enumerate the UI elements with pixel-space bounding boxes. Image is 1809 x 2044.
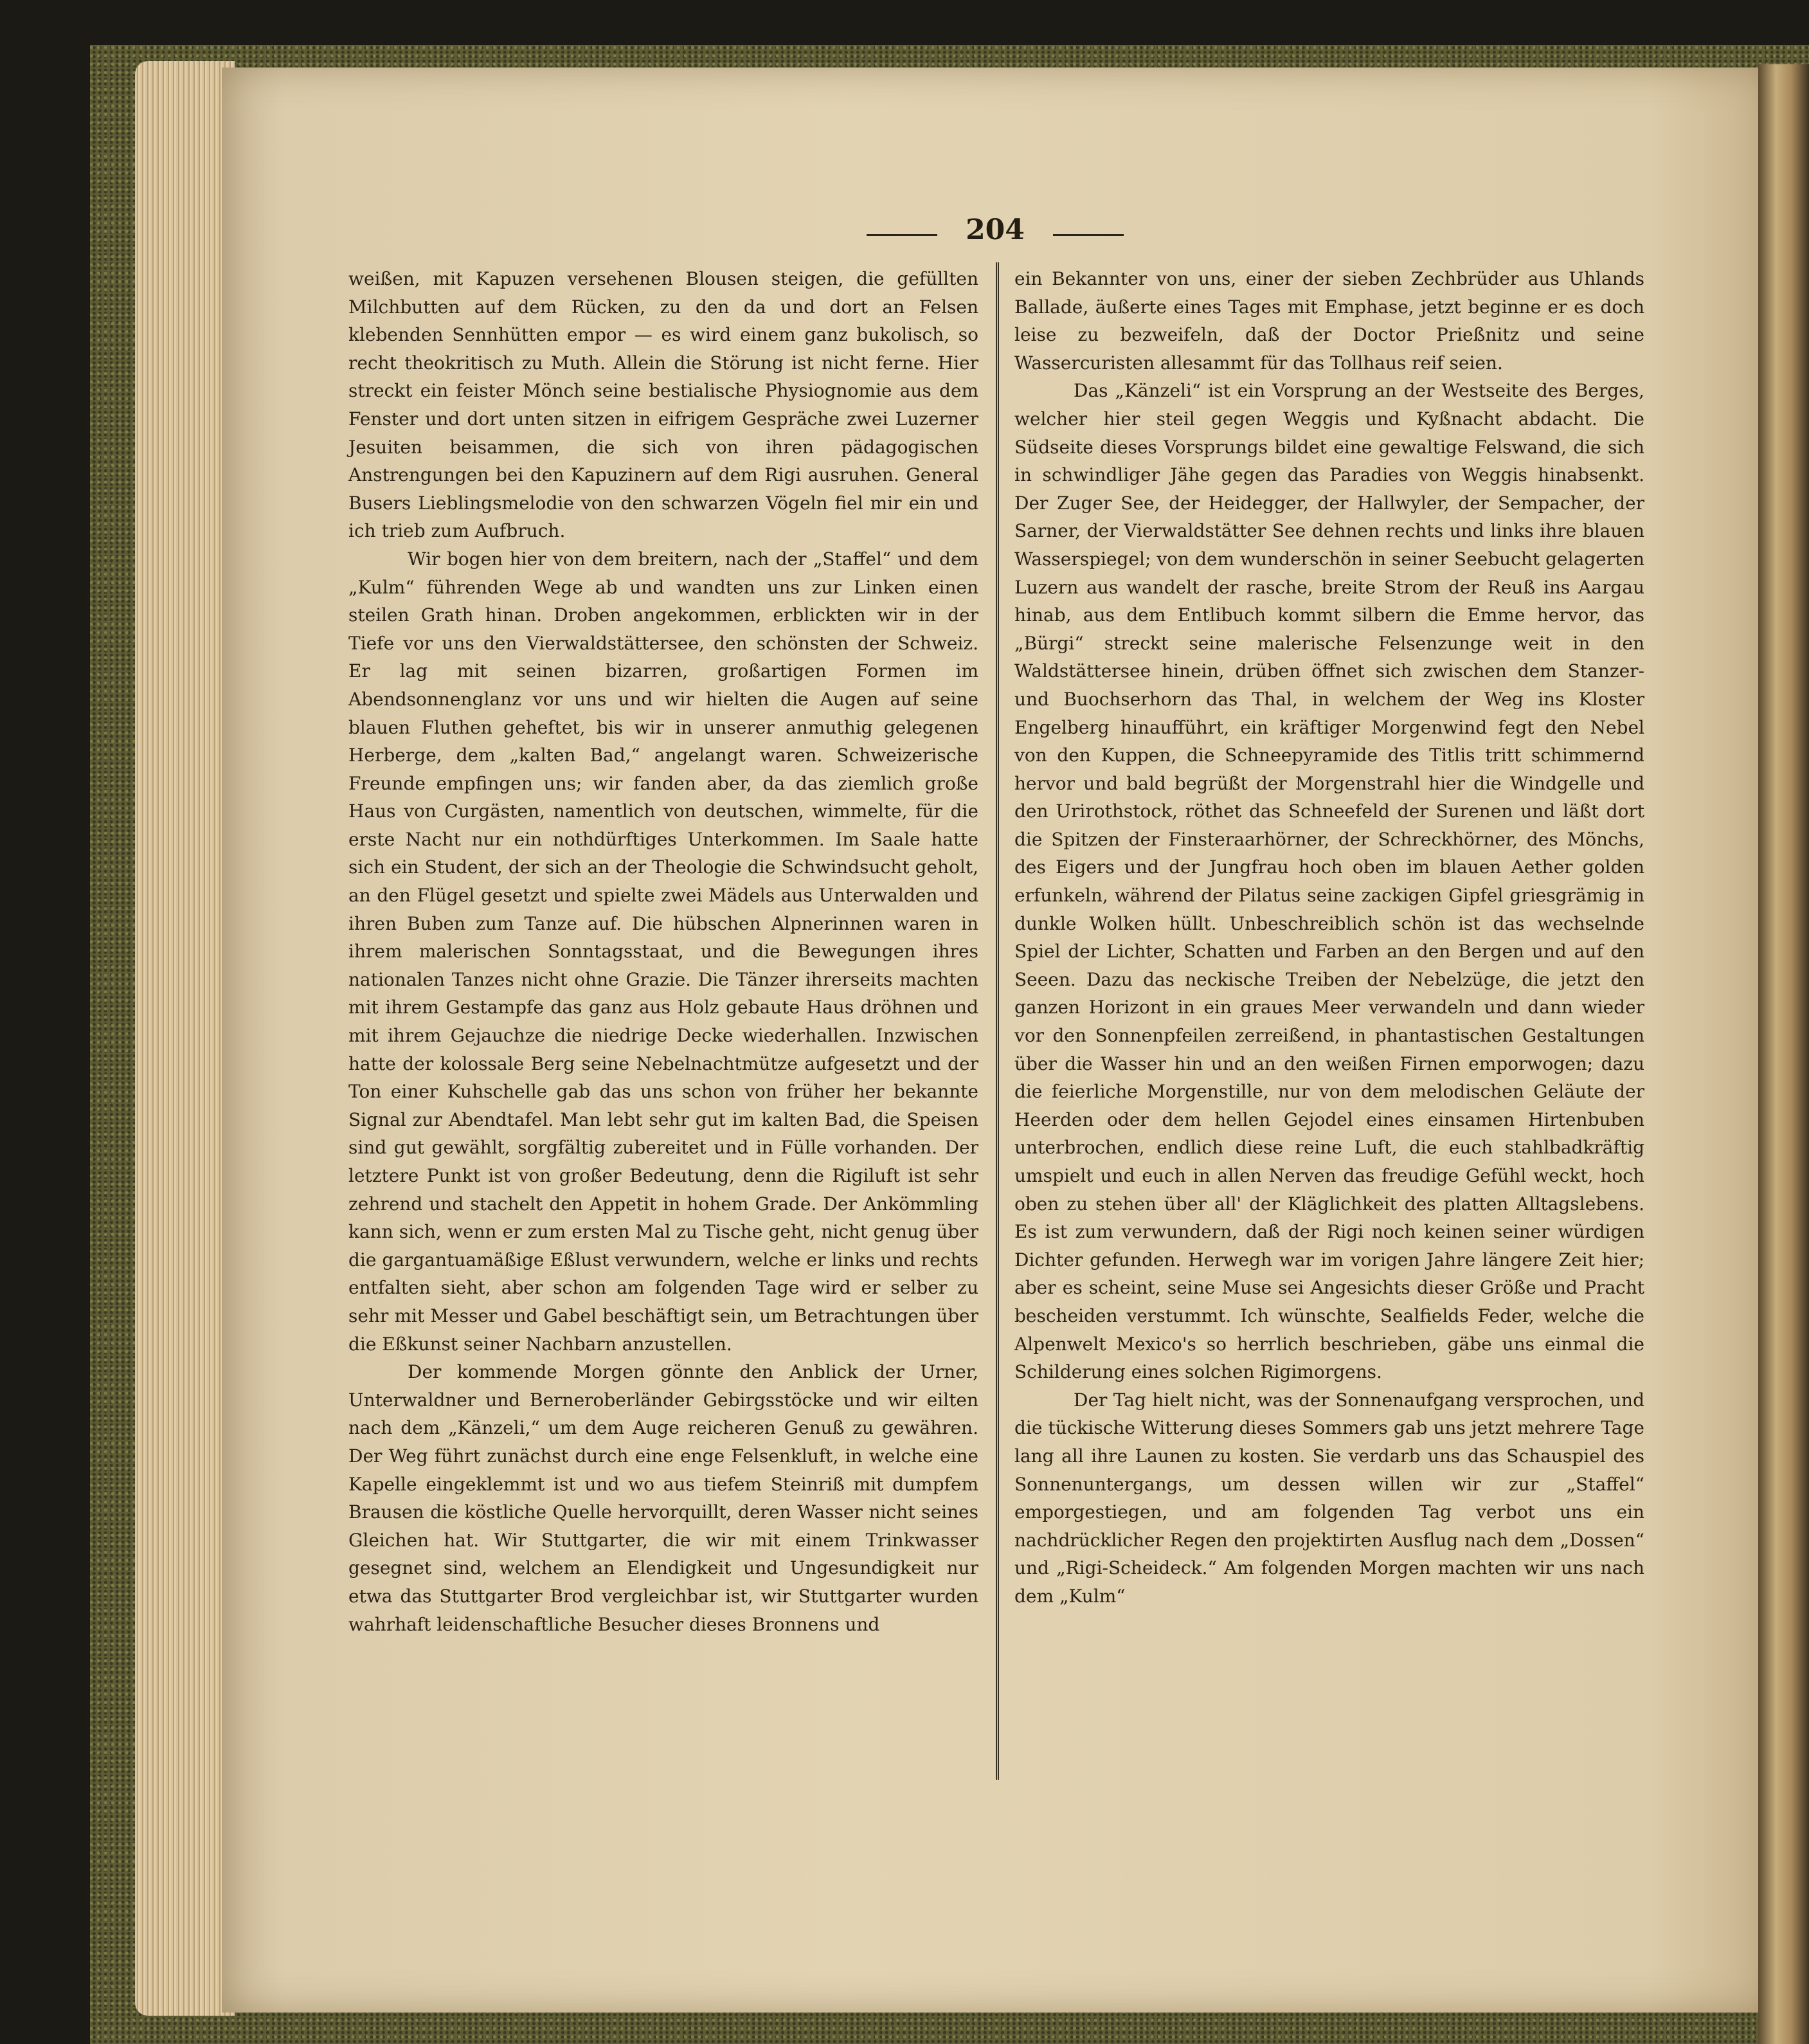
- paragraph: weißen, mit Kapuzen versehenen Blousen steigen, die gefüllten Milchbutten auf dem Rücken, zu den da und dort an Felsen klebenden Sennhütten empor — es wird einem ganz bukolisch, so recht theokritisch zu Muth. Allein die Störung ist nicht ferne. Hier streckt ein feister Mönch seine bestialische Physiognomie aus dem Fenster und dort unten sitzen in eifrigem Gespräche zwei Luzerner Jesuiten beisammen, die sich von ihren pädagogischen Anstrengungen bei den Kapuzinern auf dem Rigi ausruhen. General Busers Lieblingsmelodie von den schwarzen Vögeln fiel mir ein und ich trieb zum Aufbruch.: [348, 268, 978, 542]
- paragraph: ein Bekannter von uns, einer der sieben Zechbrüder aus Uhlands Ballade, äußerte eines Tages mit Emphase, jetzt beginne er es doch leise zu bezweifeln, daß der Doctor Prießnitz und seine Wassercuristen allesammt für das Tollhaus reif seien.: [1014, 268, 1644, 374]
- paragraph: Wir bogen hier von dem breitern, nach der „Staffel“ und dem „Kulm“ führenden Wege ab und wandten uns zur Linken einen steilen Grath hinan. Droben angekommen, erblickten wir in der Tiefe vor uns den Vierwaldstättersee, den schönsten der Schweiz. Er lag mit seinen bizarren, großartigen Formen im Abendsonnenglanz vor uns und wir hielten die Augen auf seine blauen Fluthen geheftet, bis wir in unserer anmuthig gelegenen Herberge, dem „kalten Bad,“ angelangt waren. Schweizerische Freunde empfingen uns; wir fanden aber, da das ziemlich große Haus von Curgästen, namentlich von deutschen, wimmelte, für die erste Nacht nur ein nothdürftiges Unterkommen. Im Saale hatte sich ein Student, der sich an der Theologie die Schwindsucht geholt, an den Flügel gesetzt und spielte zwei Mädels aus Unterwalden und ihren Buben zum Tanze auf. Die hübschen Alpnerinnen waren in ihrem malerischen Sonntagsstaat, und die Bewegungen ihres nationalen Tanzes nicht ohne Grazie. Die Tänzer ihrerseits machten mit ihrem Gestampfe das ganz aus Holz gebaute Haus dröhnen und mit ihrem Gejauchze die niedrige Decke wiederhallen. Inzwischen hatte der kolossale Berg seine Nebelnachtmütze aufgesetzt und der Ton einer Kuhschelle gab das uns schon von früher her bekannte Signal zur Abendtafel. Man lebt sehr gut im kalten Bad, die Speisen sind gut gewählt, sorgfältig zubereitet und in Fülle vorhanden. Der letztere Punkt ist von großer Bedeutung, denn die Rigiluft ist sehr zehrend und stachelt den Appetit in hohem Grade. Der Ankömmling kann sich, wenn er zum ersten Mal zu Tische geht, nicht genug über die gargantuamäßige Eßlust verwundern, welche er links und rechts entfalten sieht, aber schon am folgenden Tage wird er selber zu sehr mit Messer und Gabel beschäftigt sein, um Betrachtungen über die Eßkunst seiner Nachbarn anzustellen.: [348, 548, 978, 1355]
- paragraph: Der kommende Morgen gönnte den Anblick der Urner, Unterwaldner und Berneroberländer Gebirgsstöcke und wir eilten nach dem „Känzeli,“ um dem Auge reicheren Genuß zu gewähren. Der Weg führt zunächst durch eine enge Felsenkluft, in welche eine Kapelle eingeklemmt ist und wo aus tiefem Steinriß mit dumpfem Brausen die köstliche Quelle hervorquillt, deren Wasser nicht seines Gleichen hat. Wir Stuttgarter, die wir mit einem Trinkwasser gesegnet sind, welchem an Elendigkeit und Ungesundigkeit nur etwa das Stuttgarter Brod vergleichbar ist, wir Stuttgarter wurden wahrhaft leidenschaftliche Besucher dieses Bronnens und: [348, 1361, 978, 1635]
- page-number: 204: [966, 213, 1025, 246]
- page-header: [0, 213, 1809, 252]
- page-edges: [135, 61, 235, 2016]
- paragraph: Das „Känzeli“ ist ein Vorsprung an der Westseite des Berges, welcher hier steil gegen Weggis und Kyßnacht abdacht. Die Südseite dieses Vorsprungs bildet eine gewaltige Felswand, die sich in schwindliger Jähe gegen das Paradies von Weggis hinabsenkt. Der Zuger See, der Heidegger, der Hallwyler, der Sempacher, der Sarner, der Vierwaldstätter See dehnen rechts und links ihre blauen Wasserspiegel; von dem wunderschön in seiner Seebucht gelagerten Luzern aus wandelt der rasche, breite Strom der Reuß ins Aargau hinab, aus dem Entlibuch kommt silbern die Emme hervor, das „Bürgi“ streckt seine malerische Felsenzunge weit in den Waldstättersee hinein, drüben öffnet sich zwischen dem Stanzer- und Buochserhorn das Thal, in welchem der Weg ins Kloster Engelberg hinaufführt, ein kräftiger Morgenwind fegt den Nebel von den Kuppen, die Schneepyramide des Titlis tritt schimmernd hervor und bald begrüßt der Morgenstrahl hier die Windgelle und den Urirothstock, röthet das Schneefeld der Surenen und läßt dort die Spitzen der Finsteraarhörner, der Schreckhörner, des Mönchs, des Eigers und der Jungfrau hoch oben im blauen Aether golden erfunkeln, während der Pilatus seine zackigen Gipfel griesgrämig in dunkle Wolken hüllt. Unbeschreiblich schön ist das wechselnde Spiel der Lichter, Schatten und Farben an den Bergen und auf den Seeen. Dazu das neckische Treiben der Nebelzüge, die jetzt den ganzen Horizont in ein graues Meer verwandeln und dann wieder vor den Sonnenpfeilen zerreißend, in phantastischen Gestaltungen über die Wasser hin und an den weißen Firnen emporwogen; dazu die feierliche Morgenstille, nur von dem melodischen Geläute der Heerden oder dem hellen Gejodel eines einsamen Hirtenbuben unterbrochen, endlich diese reine Luft, die euch stahlbadkräftig umspielt und euch in allen Nerven das freudige Gefühl weckt, hoch oben zu stehen über all' der Kläglichkeit des platten Alltagslebens. Es ist zum verwundern, daß der Rigi noch keinen seiner würdigen Dichter gefunden. Herwegh war im vorigen Jahre längere Zeit hier; aber es scheint, seine Muse sei Angesichts dieser Größe und Pracht bescheiden verstummt. Ich wünschte, Sealfields Feder, welche die Alpenwelt Mexico's so herrlich beschrieben, gäbe uns einmal die Schilderung eines solchen Rigimorgens.: [1014, 380, 1644, 1383]
- right-column: [1014, 265, 1644, 1789]
- column-divider: [996, 262, 999, 1780]
- header-rule-left: [867, 234, 937, 236]
- left-column: [348, 265, 978, 1789]
- paragraph: Der Tag hielt nicht, was der Sonnenaufgang versprochen, und die tückische Witterung dieses Sommers gab uns jetzt mehrere Tage lang all ihre Launen zu kosten. Sie verdarb uns das Schauspiel des Sonnenuntergangs, um dessen willen wir zur „Staffel“ emporgestiegen, und am folgenden Tag verbot uns ein nachdrücklicher Regen den projektirten Ausflug nach dem „Dossen“ und „Rigi-Scheideck.“ Am folgenden Morgen machten wir uns nach dem „Kulm“: [1014, 1389, 1644, 1607]
- book-gutter: [1758, 64, 1809, 2044]
- header-rule-right: [1053, 234, 1124, 236]
